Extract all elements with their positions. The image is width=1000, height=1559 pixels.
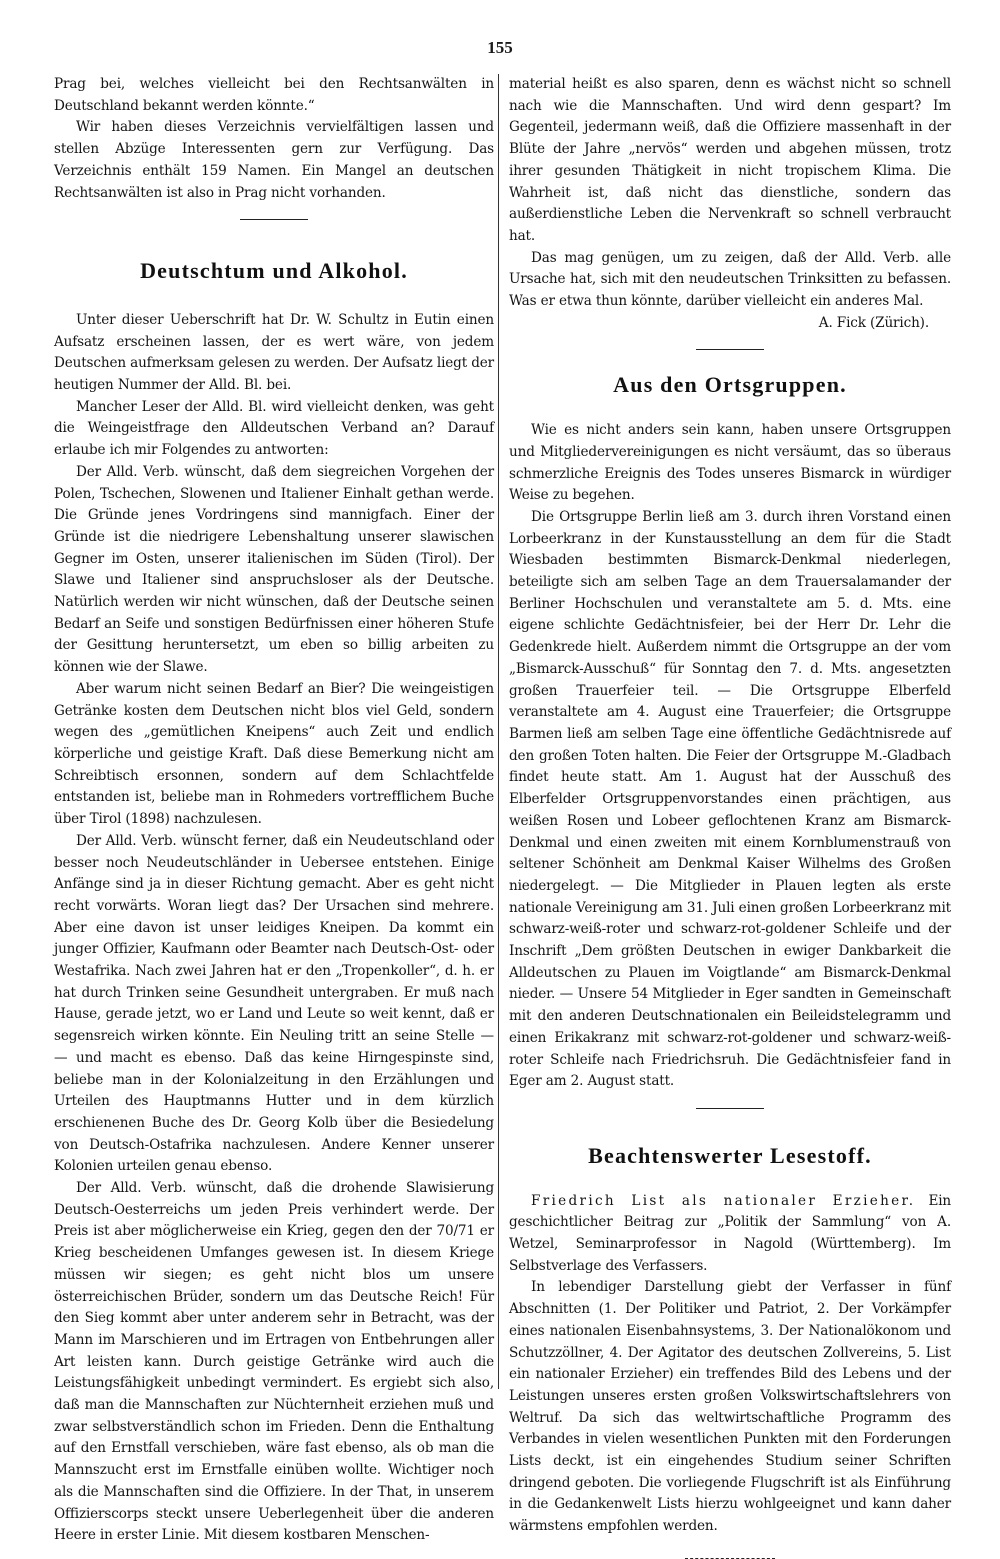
intro-paragraph: Prag bei, welches vielleicht bei den Rechtsanwälten in Deutschland bekannt werden könnte.“: [54, 76, 494, 114]
continuation-paragraph: material heißt es also sparen, denn es wächst nicht so schnell nach wie die Mannschaften. Und wird denn gespart? Im Gegenteil, jedermann weiß, daß die Offiziere massenhaft in der Blüte der Jahre „nervös“ werden und abgehen müssen, trotz ihrer gesunden Thätigkeit in nicht tropischem Klima. Die Wahrheit ist, daß nicht das dienstliche, sondern das außerdienstliche Leben die Nervenkraft so schnell verbraucht hat.: [509, 76, 951, 244]
book-title: Friedrich List als nationaler Erzieher.: [531, 1192, 916, 1209]
article-paragraph: Der Alld. Verb. wünscht, daß die drohende Slawisierung Deutsch-Oesterreichs um jeden Preis verhindert werde. Der Preis ist aber möglicherweise ein Krieg, gegen den der 70/71 er Krieg bescheidenen Umfanges gewesen ist. In diesem Kriege müssen wir siegen; es geht nicht blos um unsere österreichischen Brüder, sondern um das Deutsche Reich! Für den Sieg kommt aber unter anderem sehr in Betracht, was der Mann im Marschieren und im Ertragen von Entbehrungen aller Art leisten kann. Durch geistige Getränke wird auch die Leistungsfähigkeit unbedingt vermindert. Es ergiebt sich also, daß man die Mannschaften zur Nüchternheit erziehen muß und zwar selbstverständlich schon im Frieden. Denn die Enthaltung auf den Ernstfall verschieben, wäre fast ebenso, als ob man die Mannszucht erst im Ernstfalle einüben wollte. Wichtiger noch als die Mannschaften sind die Offiziere. In der That, in unserem Offizierscorps steckt unsere Ueberlegenheit über die anderen Heere in erster Linie. Mit diesem kostbaren Menschen-: [54, 1180, 494, 1544]
page-number: 155: [487, 38, 513, 57]
section-divider: [696, 1108, 764, 1109]
author-signature: A. Fick (Zürich).: [818, 314, 929, 331]
section-title-ortsgruppen: Aus den Ortsgruppen.: [613, 372, 847, 398]
article-paragraph: Aber warum nicht seinen Bedarf an Bier? Die weingeistigen Getränke kosten dem Deutschen nicht blos viel Geld, sondern wegen des „gemütlichen Kneipens“ auch Zeit und endlich körperliche und geistige Kraft. Daß diese Bemerkung nicht am Schreibtisch ersonnen, sondern auf dem Schlachtfelde entstanden ist, beliebe man in Rohmeders vortrefflichem Buche über Tirol (1898) nachzulesen.: [54, 680, 494, 828]
left-column: [54, 74, 494, 1547]
review-intro: [509, 1191, 951, 1278]
section-divider: [240, 219, 308, 220]
article-paragraph: Mancher Leser der Alld. Bl. wird vielleicht denken, was geht die Weingeistfrage den Alldeutschen Verband an? Darauf erlaube ich mir Folgendes zu antworten:: [54, 398, 494, 459]
article-paragraph: Wie es nicht anders sein kann, haben unsere Ortsgruppen und Mitgliedervereinigungen es nicht versäumt, das so überaus schmerzliche Ereignis des Todes unseres Bismarck in würdiger Weise zu begehen.: [509, 422, 951, 504]
article-paragraph: Unter dieser Ueberschrift hat Dr. W. Schultz in Eutin einen Aufsatz erscheinen lassen, der es wert wäre, von jedem Deutschen aufmerksam gelesen zu werden. Der Aufsatz liegt der heutigen Nummer der Alld. Bl. bei.: [54, 311, 494, 394]
article-paragraph: Die Ortsgruppe Berlin ließ am 3. durch ihren Vorstand einen Lorbeerkranz in der Kunstausstellung an dem für die Stadt Wiesbaden bestimmten Bismarck-Denkmal niederlegen, beteiligte sich am selben Tage an dem Trauersalamander der Berliner Hochschulen und veranstaltete am 5. d. Mts. eine eigene schlichte Gedächtnisfeier, bei der Herr Dr. Lehr die Gedenkrede hielt. Außerdem nimmt die Ortsgruppe an der vom „Bismarck-Ausschuß“ für Sonntag den 7. d. Mts. angesetzten großen Trauerfeier teil. — Die Ortsgruppe Elberfeld veranstaltete am 4. August eine Trauerfeier; die Ortsgruppe Barmen ließ am selben Tage eine öffentliche Gedächtnisrede auf den großen Toten halten. Die Feier der Ortsgruppe M.-Gladbach findet heute statt. Am 1. August hat der Ausschuß des Elberfelder Ortsgruppenvorstandes einen prächtigen, aus weißen Rosen und Lobeer geflochtenen Kranz am Bismarck-Denkmal und einen zweiten mit einem Kornblumenstrauß von seltener Schönheit am Denkmal Kaiser Wilhelms des Großen niedergelegt. — Die Mitglieder in Plauen legten als erste nationale Vereinigung am 31. Juli einen großen Lorbeerkranz mit schwarz-weiß-roter und schwarz-rot-goldener Schleife und der Inschrift „Dem größten Deutschen in ewiger Dankbarkeit die Alldeutschen zu Plauen im Voigtlande“ am Bismarck-Denkmal nieder. — Unsere 54 Mitglieder in Eger sandten in Gemeinschaft mit den anderen Deutschnationalen ein Beileidstelegramm und einen Erikakranz mit schwarz-rot-goldener und schwarz-weiß-roter Schleife nach Friedrichsruh. Die Gedächtnisfeier fand in Eger am 2. August statt.: [509, 508, 951, 1090]
article-paragraph: Der Alld. Verb. wünscht ferner, daß ein Neudeutschland oder besser noch Neudeutschländer in Uebersee entstehen. Einige Anfänge sind ja in dieser Richtung gemacht. Aber es geht nicht recht vorwärts. Woran liegt das? Der Ursachen sind mehrere. Aber eine davon ist unser leidiges Kneipen. Da kommt ein junger Offizier, Kaufmann oder Beamter nach Deutsch-Ost- oder Westafrika. Nach zwei Jahren hat er den „Tropenkoller“, d. h. er hat durch Trinken seine Gesundheit untergraben. Er muß nach Hause, gerade jetzt, wo er Land und Leute so weit kennt, daß er segensreich wirken könnte. Ein Neuling tritt an seine Stelle — — und macht es ebenso. Daß das keine Hirngespinste sind, beliebe man in der Kolonialzeitung in den Erzählungen und Urteilen des Hauptmanns Hutter und in dem kürzlich erschienenen Buche des Dr. Georg Kolb über die Besiedelung von Deutsch-Ostafrika nachzulesen. Andere Kenner unserer Kolonien urteilen genau ebenso.: [54, 832, 494, 1175]
right-column: [509, 74, 951, 1559]
section-divider: [696, 349, 764, 350]
section-title-lesestoff: Beachtenswerter Lesestoff.: [588, 1142, 872, 1168]
article-paragraph: In lebendiger Darstellung giebt der Verfasser in fünf Abschnitten (1. Der Politiker und Patriot, 2. Der Vorkämpfer eines nationalen Eisenbahnsystems, 3. Der Nationalökonom und Schutzzöllner, 4. Der Agitator des deutschen Zollvereins, 5. List ein nationaler Erzieher) ein treffendes Bild des Lebens und der Leistungen unseres ersten großen Volkswirtschaftslehrers von Weltruf. Da sich das weltwirtschaftliche Programm des Verbandes in vielen wesentlichen Punkten mit den Forderungen Lists deckt, ist ein eingehendes Studium seiner Schriften dringend geboten. Die vorliegende Flugschrift ist als Einführung in die Gedankenwelt Lists hierzu wohlgeeignet und kann daher wärmstens empfohlen werden.: [509, 1279, 951, 1535]
book-description: Ein geschichtlicher Beitrag zur „Politik der Sammlung“ von A. Wetzel, Seminarprofessor in Nagold (Württemberg). Im Selbstverlage des Verfassers.: [509, 1192, 952, 1274]
closing-paragraph: [509, 248, 951, 331]
column-divider: [498, 74, 499, 1389]
section-title-deutschtum: Deutschtum und Alkohol.: [140, 258, 408, 284]
closing-text: Das mag genügen, um zu zeigen, daß der Alld. Verb. alle Ursache hat, sich mit den neudeutschen Trinksitten zu befassen. Was er etwa thun könnte, darüber vielleicht ein anderes Mal.: [509, 249, 951, 310]
article-paragraph: Der Alld. Verb. wünscht, daß dem siegreichen Vorgehen der Polen, Tschechen, Slowenen und Italiener Einhalt gethan werde. Die Gründe jenes Vordringens sind mannigfach. Einer der Gründe ist die niedrigere Lebenshaltung unserer slawischen Gegner im Osten, unserer italienischen im Süden (Tirol). Der Slawe und Italiener sind anspruchsloser als der Deutsche. Natürlich werden wir nicht wünschen, daß der Deutsche seinen Bedarf an Seife und sonstigen Bedürfnissen einer höheren Stufe der Gesittung heruntersetzt, um eben so billig arbeiten zu können wie der Slawe.: [54, 463, 494, 676]
intro-paragraph: Wir haben dieses Verzeichnis vervielfältigen lassen und stellen Abzüge Interessenten gern zur Verfügung. Das Verzeichnis enthält 159 Namen. Ein Mangel an deutschen Rechtsanwälten ist also in Prag nicht vorhanden.: [54, 119, 494, 201]
